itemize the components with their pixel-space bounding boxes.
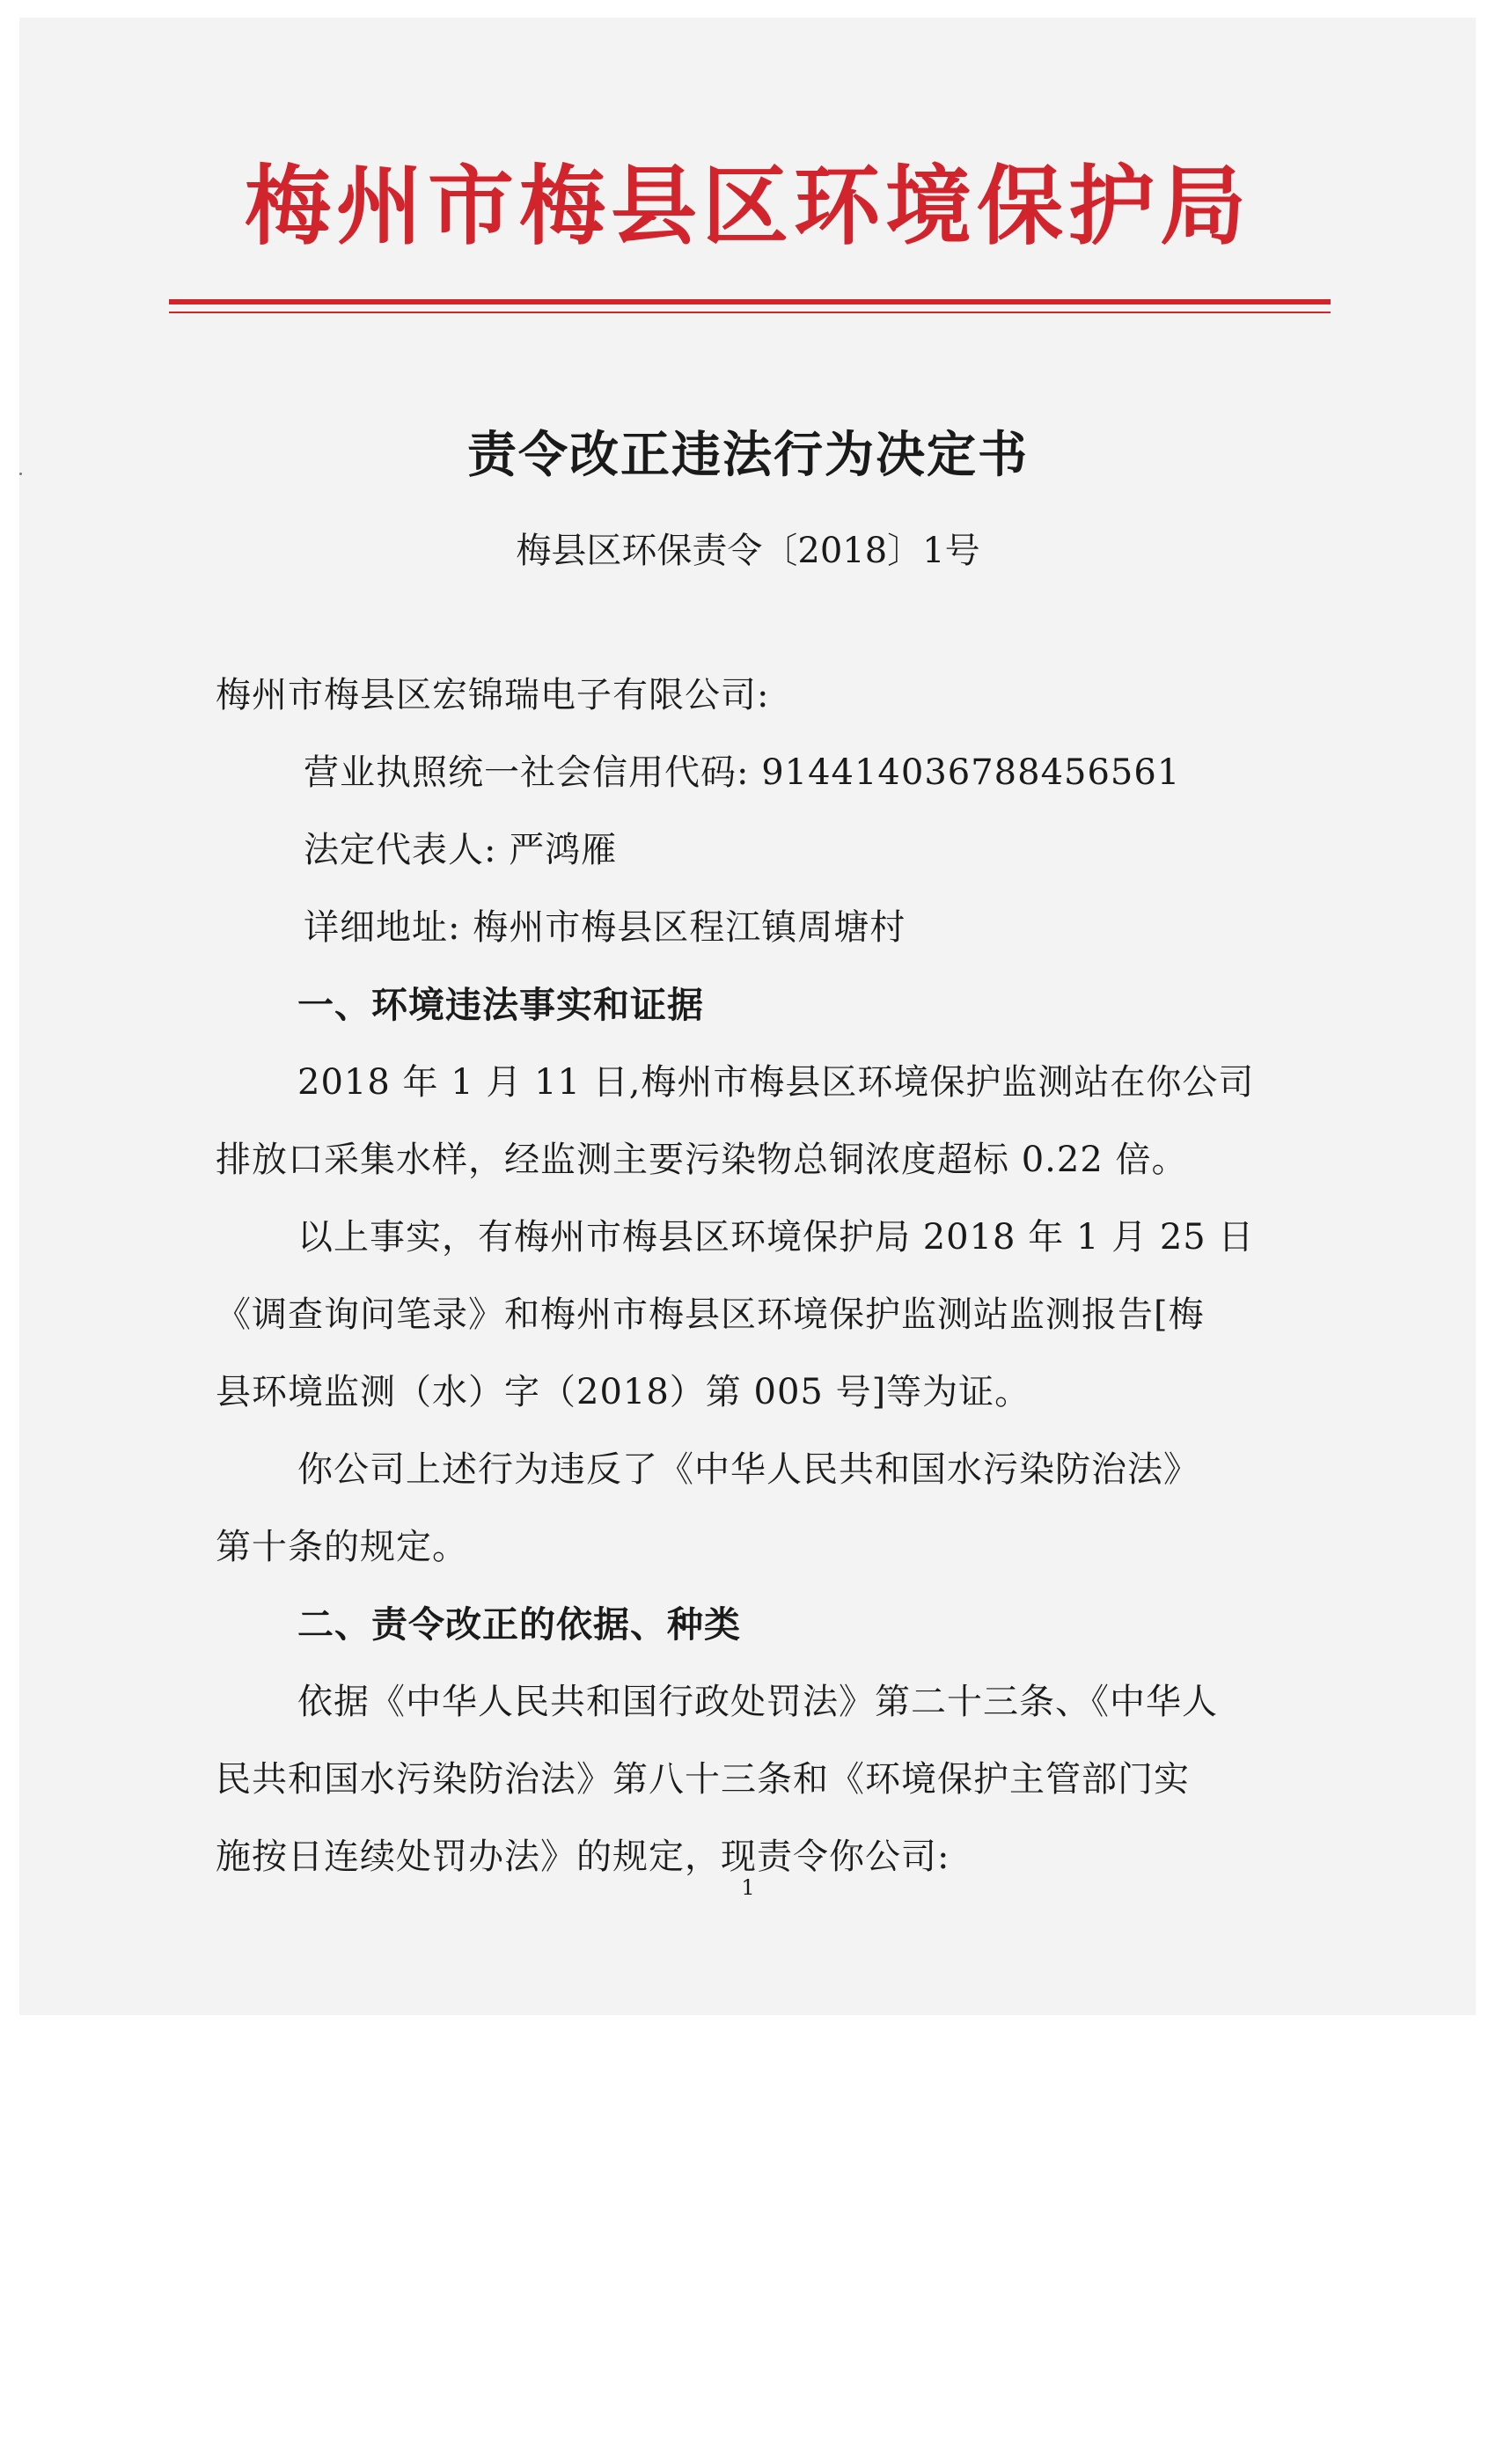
document-title: 责令改正违法行为决定书: [467, 427, 1029, 484]
credit-code: 营业执照统一社会信用代码: 914414036788456561: [304, 752, 1181, 793]
section-1-paragraph-2-line-3: 县环境监测（水）字（2018）第 005 号]等为证。: [216, 1372, 1031, 1412]
letterhead-rule-thick: [169, 299, 1331, 304]
section-2-paragraph-1-line-3: 施按日连续处罚办法》的规定，现责令你公司:: [216, 1837, 950, 1877]
section-1-paragraph-3-line-2: 第十条的规定。: [216, 1527, 468, 1567]
section-2-paragraph-1-line-2: 民共和国水污染防治法》第八十三条和《环境保护主管部门实: [216, 1759, 1190, 1800]
section-1-paragraph-3-line-1: 你公司上述行为违反了《中华人民共和国水污染防治法》: [297, 1449, 1199, 1490]
section-1-paragraph-1-line-2: 排放口采集水样，经监测主要污染物总铜浓度超标 0.22 倍。: [216, 1140, 1188, 1180]
address: 详细地址: 梅州市梅县区程江镇周塘村: [304, 907, 906, 948]
section-1-heading: 一、环境违法事实和证据: [297, 984, 704, 1026]
recipient-name: 梅州市梅县区宏锦瑞电子有限公司:: [216, 675, 770, 715]
section-1-paragraph-2-line-1: 以上事实，有梅州市梅县区环境保护局 2018 年 1 月 25 日: [297, 1217, 1255, 1258]
section-2-heading: 二、责令改正的依据、种类: [297, 1603, 741, 1646]
section-2-paragraph-1-line-1: 依据《中华人民共和国行政处罚法》第二十三条、《中华人: [297, 1682, 1218, 1722]
page-number: 1: [741, 1875, 755, 1900]
document-number: 梅县区环保责令〔2018〕1号: [516, 531, 980, 571]
section-1-paragraph-1-line-1: 2018 年 1 月 11 日,梅州市梅县区环境保护监测站在你公司: [297, 1062, 1255, 1103]
letterhead-rule-thin: [169, 312, 1331, 313]
legal-representative: 法定代表人: 严鸿雁: [304, 830, 618, 870]
section-1-paragraph-2-line-2: 《调查询问笔录》和梅州市梅县区环境保护监测站监测报告[梅: [216, 1294, 1205, 1335]
agency-letterhead: 梅州市梅县区环境保护局: [244, 157, 1251, 257]
